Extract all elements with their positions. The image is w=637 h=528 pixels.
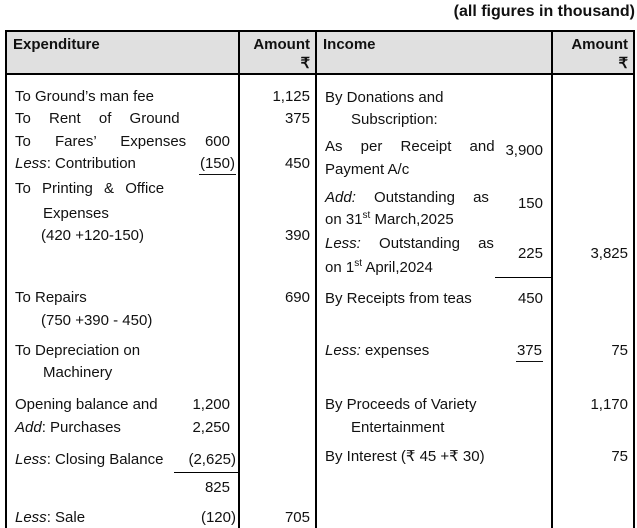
- expenditure-line: [15, 153, 234, 174]
- line-text: Subscription:: [351, 111, 438, 128]
- line-text: By Proceeds of Variety: [325, 396, 477, 413]
- income-line: [325, 87, 547, 108]
- income-line: [325, 446, 547, 467]
- line-text: As per Receipt and: [325, 138, 495, 155]
- sub-amount: 2,250: [192, 419, 230, 436]
- expenditure-line: [15, 417, 234, 438]
- line-text: Outstanding as: [360, 235, 494, 252]
- line-text: To Printing & Office: [15, 180, 165, 197]
- line-text: By Donations and: [325, 89, 444, 106]
- header-expenditure: [7, 32, 240, 75]
- line-text: By Receipts from teas: [325, 290, 472, 307]
- amount-value: 390: [284, 227, 310, 244]
- expenditure-line: [41, 225, 234, 246]
- income-line: [325, 136, 547, 157]
- line-prefix: Add:: [325, 189, 356, 206]
- sub-amount: 1,200: [192, 396, 230, 413]
- income-line: [351, 417, 547, 438]
- rupee-symbol: ₹: [300, 55, 310, 72]
- line-prefix: Less: [15, 509, 47, 526]
- income-line: [325, 394, 547, 415]
- expenditure-line: [43, 362, 234, 383]
- income-column: [317, 75, 553, 528]
- amount-value: 690: [284, 289, 310, 306]
- line-text: on 31: [325, 211, 363, 228]
- line-text: April,2024: [361, 259, 433, 276]
- expenditure-column: [7, 75, 240, 528]
- header-expenditure-label: Expenditure: [13, 36, 100, 53]
- amount-value: 705: [284, 509, 310, 526]
- header-amount-right: [553, 32, 633, 75]
- line-text: To Rent of Ground: [15, 110, 180, 127]
- sub-amount: 825: [204, 479, 230, 496]
- expenditure-line: [15, 507, 234, 528]
- expenditure-line: [15, 477, 234, 498]
- line-text: To Depreciation on: [15, 342, 141, 359]
- expenditure-line: [15, 394, 234, 415]
- account-table: [5, 30, 635, 528]
- ordinal-suffix: st: [354, 258, 362, 269]
- header-income: [317, 32, 553, 75]
- income-line: [325, 209, 547, 230]
- expenditure-line: [41, 310, 234, 331]
- amount-column-right: [553, 75, 633, 528]
- expenditure-line: [15, 86, 234, 107]
- expenditure-line: [15, 449, 234, 470]
- expenditure-line: [15, 108, 234, 129]
- sub-amount: (150): [199, 153, 236, 175]
- line-prefix: Add: [15, 419, 42, 436]
- sub-amount: 450: [517, 290, 543, 307]
- sub-amount: (120): [200, 509, 236, 526]
- line-text: March,2025: [370, 211, 454, 228]
- ordinal-suffix: st: [362, 210, 371, 221]
- line-text: : Sale: [46, 509, 86, 526]
- header-amount-right-label: Amount: [571, 36, 628, 53]
- rupee-symbol: ₹: [618, 55, 628, 72]
- line-text: expenses: [360, 342, 430, 359]
- subtotal-rule: [495, 277, 551, 278]
- line-text: on 1: [325, 259, 355, 276]
- amount-value: 1,170: [590, 396, 628, 413]
- line-text: Entertainment: [351, 419, 445, 436]
- sub-amount: 600: [204, 133, 230, 150]
- line-text: To Fares’ Expenses: [15, 133, 187, 150]
- expenditure-line: [15, 287, 234, 308]
- line-text: Expenses: [43, 205, 109, 222]
- amount-value: 75: [611, 448, 628, 465]
- expenditure-line: [15, 340, 234, 361]
- amount-column-left: [240, 75, 317, 528]
- subtotal-rule: [174, 472, 238, 473]
- header-amount-left: [240, 32, 317, 75]
- expenditure-line: [15, 178, 234, 199]
- amount-value: 75: [611, 342, 628, 359]
- income-line: [325, 288, 547, 309]
- line-text: : Closing Balance: [46, 451, 164, 468]
- line-prefix: Less: [15, 155, 47, 172]
- line-prefix: Less: [15, 451, 47, 468]
- expenditure-line: [15, 131, 234, 152]
- income-line: [325, 187, 547, 212]
- amount-value: 1,125: [272, 88, 310, 105]
- line-text: To Repairs: [15, 289, 87, 306]
- header-income-label: Income: [323, 36, 376, 53]
- line-text: Outstanding as: [355, 189, 489, 206]
- line-text: : Contribution: [46, 155, 136, 172]
- line-text: : Purchases: [41, 419, 121, 436]
- line-text: (750 +390 - 450): [41, 312, 153, 329]
- income-line: [325, 340, 547, 361]
- income-line: [351, 109, 547, 130]
- sub-amount: 3,900: [505, 142, 543, 159]
- figures-note: (all figures in thousand): [453, 3, 635, 20]
- expenditure-line: [43, 203, 234, 224]
- sub-amount: 375: [516, 340, 543, 362]
- sub-amount: 225: [517, 245, 543, 262]
- amount-value: 450: [284, 155, 310, 172]
- line-text: Payment A/c: [325, 161, 410, 178]
- line-prefix: Less:: [325, 342, 361, 359]
- amount-value: 3,825: [590, 245, 628, 262]
- line-text: Opening balance and: [15, 396, 158, 413]
- line-text: By Interest (₹ 45 +₹ 30): [325, 448, 485, 465]
- header-amount-left-label: Amount: [253, 36, 310, 53]
- line-prefix: Less:: [325, 235, 361, 252]
- income-line: [325, 159, 547, 180]
- sub-amount: 150: [517, 195, 543, 212]
- line-text: (420 +120-150): [41, 227, 144, 244]
- amount-value: 375: [284, 110, 310, 127]
- line-text: Machinery: [43, 364, 113, 381]
- income-line: [325, 257, 547, 278]
- line-text: To Ground’s man fee: [15, 88, 154, 105]
- income-line: [325, 233, 547, 262]
- sub-amount: (2,625): [188, 451, 236, 468]
